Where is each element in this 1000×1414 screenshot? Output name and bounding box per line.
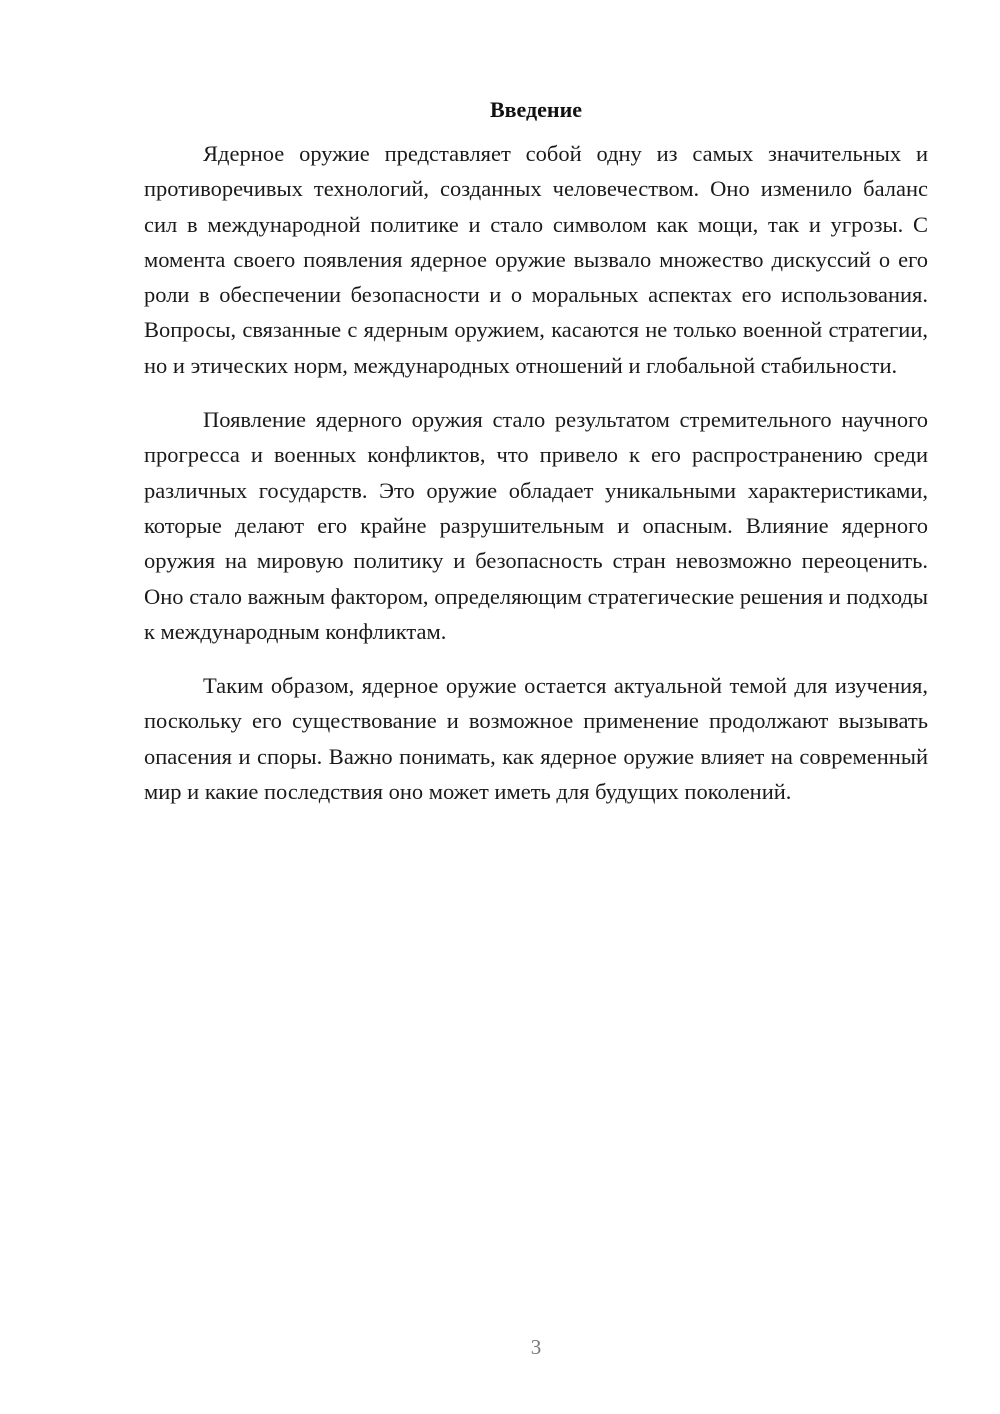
paragraph-3: Таким образом, ядерное оружие остается актуальной темой для изучения, поскольку его существование и возможное применение продолжают вызывать опасения и споры. Важно понимать, как ядерное оружие влияет на современный мир и какие последствия оно может иметь для будущих поколений.: [144, 673, 928, 805]
section-heading: Введение: [489, 97, 583, 122]
paragraph-2: Появление ядерного оружия стало результатом стремительного научного прогресса и военных конфликтов, что привело к его распространению среди различных государств. Это оружие обладает уникальными характеристиками, которые делают его крайне разрушительным и опасным. Влияние ядерного оружия на мировую политику и безопасность стран невозможно переоценить. Оно стало важным фактором, определяющим стратегические решения и подходы к международным конфликтам.: [144, 407, 928, 644]
paragraph-1: Ядерное оружие представляет собой одну из самых значительных и противоречивых технологий, созданных человечеством. Оно изменило баланс сил в международной политике и стало символом как мощи, так и угрозы. С момента своего появления ядерное оружие вызвало множество дискуссий о его роли в обеспечении безопасности и о моральных аспектах его использования. Вопросы, связанные с ядерным оружием, касаются не только военной стратегии, но и этических норм, международных отношений и глобальной стабильности.: [144, 141, 928, 378]
page-number: 3: [530, 1335, 542, 1359]
page-content: [144, 92, 928, 828]
